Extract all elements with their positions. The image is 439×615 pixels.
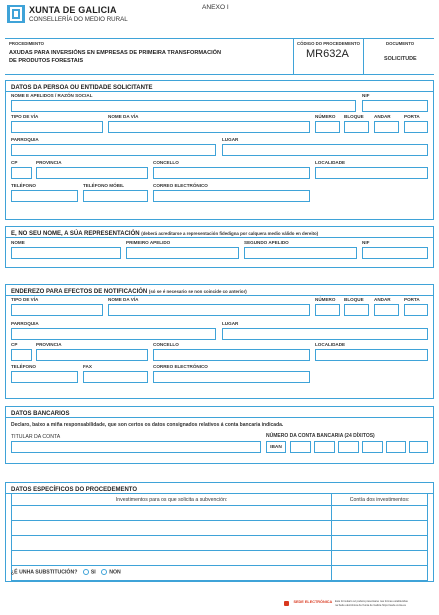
applicant-place-field[interactable] bbox=[222, 144, 428, 156]
label-block: BLOQUE bbox=[344, 114, 364, 119]
sede-label: SEDE ELECTRÓNICA bbox=[293, 600, 333, 604]
label-nif: NIF bbox=[362, 93, 370, 98]
substitution-no-radio[interactable] bbox=[101, 569, 107, 575]
label-n-parish: PARROQUIA bbox=[11, 321, 39, 326]
applicant-mobile-field[interactable] bbox=[83, 190, 148, 202]
amount-cell[interactable] bbox=[332, 551, 428, 566]
label-province: PROVINCIA bbox=[36, 160, 62, 165]
iban-digits-field[interactable] bbox=[290, 441, 311, 453]
table-row bbox=[12, 521, 428, 536]
account-group-3-field[interactable] bbox=[362, 441, 383, 453]
label-n-door: PORTA bbox=[404, 297, 420, 302]
label-place: LUGAR bbox=[222, 137, 239, 142]
notification-title-text: ENDEREZO PARA EFECTOS DE NOTIFICACIÓN bbox=[11, 289, 148, 295]
sede-icon bbox=[284, 601, 289, 606]
bank-holder-field[interactable] bbox=[11, 441, 261, 453]
applicant-title-rule bbox=[5, 91, 434, 92]
notif-fax-field[interactable] bbox=[83, 371, 148, 383]
bank-title-rule bbox=[5, 417, 434, 418]
applicant-door-field[interactable] bbox=[404, 121, 428, 133]
header-bottom-rule bbox=[5, 74, 434, 75]
notif-street-type-field[interactable] bbox=[11, 304, 103, 316]
applicant-floor-field[interactable] bbox=[374, 121, 399, 133]
substitution-no-label: NON bbox=[109, 569, 121, 576]
label-cp: CP bbox=[11, 160, 18, 165]
notification-title-rule bbox=[5, 295, 434, 296]
label-n-floor: ANDAR bbox=[374, 297, 391, 302]
applicant-council-field[interactable] bbox=[153, 167, 310, 179]
notif-floor-field[interactable] bbox=[374, 304, 399, 316]
label-phone: TELÉFONO bbox=[11, 183, 37, 188]
label-council: CONCELLO bbox=[153, 160, 179, 165]
label-n-province: PROVINCIA bbox=[36, 342, 62, 347]
label-locality: LOCALIDADE bbox=[315, 160, 346, 165]
label-email: CORREO ELECTRÓNICO bbox=[153, 183, 208, 188]
applicant-block-field[interactable] bbox=[344, 121, 369, 133]
sede-footer bbox=[284, 601, 332, 615]
notif-locality-field[interactable] bbox=[315, 349, 428, 361]
representative-title-text: E, NO SEU NOME, A SÚA REPRESENTACIÓN bbox=[11, 231, 140, 237]
account-group-4-field[interactable] bbox=[386, 441, 406, 453]
applicant-title: DATOS DA PERSOA OU ENTIDADE SOLICITANTE bbox=[11, 85, 153, 91]
applicant-street-type-field[interactable] bbox=[11, 121, 103, 133]
document-label: DOCUMENTO bbox=[386, 41, 415, 46]
account-group-1-field[interactable] bbox=[314, 441, 335, 453]
substitution-question: ¿É UNHA SUBSTITUCIÓN? bbox=[11, 569, 78, 576]
bank-holder-label: TITULAR DA CONTA bbox=[11, 434, 61, 440]
label-n-street-type: TIPO DE VÍA bbox=[11, 297, 39, 302]
account-group-2-field[interactable] bbox=[338, 441, 359, 453]
rep-nif-field[interactable] bbox=[362, 247, 428, 259]
notif-street-name-field[interactable] bbox=[108, 304, 310, 316]
bank-account-label: NÚMERO DA CONTA BANCARIA (24 DÍXITOS) bbox=[266, 433, 375, 439]
label-street-name: NOME DA VÍA bbox=[108, 114, 139, 119]
header-divider-2 bbox=[363, 38, 364, 74]
applicant-province-field[interactable] bbox=[36, 167, 148, 179]
substitution-row bbox=[11, 569, 121, 575]
label-door: PORTA bbox=[404, 114, 420, 119]
amount-col-header: Contía dos investimentos: bbox=[332, 494, 428, 506]
investments-table bbox=[11, 493, 428, 581]
label-n-street-name: NOME DA VÍA bbox=[108, 297, 139, 302]
investments-header-row bbox=[12, 494, 428, 506]
investment-cell[interactable] bbox=[12, 521, 332, 536]
annex-label: ANEXO I bbox=[202, 4, 229, 11]
xunta-shield-icon bbox=[6, 4, 26, 24]
applicant-name-field[interactable] bbox=[11, 100, 356, 112]
notif-door-field[interactable] bbox=[404, 304, 428, 316]
procedure-code-label: CÓDIGO DO PROCEDEMENTO bbox=[297, 41, 360, 46]
notif-phone-field[interactable] bbox=[11, 371, 78, 383]
procedure-title-line1: AXUDAS PARA INVERSIÓNS EN EMPRESAS DE PRIMEIRA TRANSFORMACIÓN bbox=[9, 50, 222, 56]
label-n-phone: TELÉFONO bbox=[11, 364, 37, 369]
header-top-rule bbox=[5, 38, 434, 39]
sede-text-2: na Sede electrónica da Xunta de Galicia https://sede.xunta.es bbox=[335, 604, 406, 607]
label-n-email: CORREO ELECTRÓNICO bbox=[153, 364, 208, 369]
org-name: XUNTA DE GALICIA bbox=[29, 5, 117, 15]
rep-surname1-field[interactable] bbox=[126, 247, 239, 259]
table-row bbox=[12, 551, 428, 566]
notif-cp-field[interactable] bbox=[11, 349, 32, 361]
applicant-street-name-field[interactable] bbox=[108, 121, 310, 133]
label-n-cp: CP bbox=[11, 342, 18, 347]
label-rep-name: NOME bbox=[11, 240, 25, 245]
label-number: NÚMERO bbox=[315, 114, 336, 119]
notif-parish-field[interactable] bbox=[11, 328, 216, 340]
label-n-block: BLOQUE bbox=[344, 297, 364, 302]
applicant-parish-field[interactable] bbox=[11, 144, 216, 156]
notif-email-field[interactable] bbox=[153, 371, 310, 383]
applicant-locality-field[interactable] bbox=[315, 167, 428, 179]
table-row bbox=[12, 506, 428, 521]
applicant-phone-field[interactable] bbox=[11, 190, 78, 202]
label-floor: ANDAR bbox=[374, 114, 391, 119]
label-parish: PARROQUIA bbox=[11, 137, 39, 142]
applicant-number-field[interactable] bbox=[315, 121, 340, 133]
iban-label: IBAN bbox=[266, 441, 286, 453]
applicant-email-field[interactable] bbox=[153, 190, 310, 202]
substitution-yes-label: SI bbox=[90, 569, 96, 576]
notif-place-field[interactable] bbox=[222, 328, 428, 340]
amount-cell[interactable] bbox=[332, 536, 428, 551]
label-mobile: TELÉFONO MÓBIL bbox=[83, 183, 125, 188]
bank-declaration: Declaro, baixo a miña responsabilidade, que son certos os datos consignados relativos á conta bancaria indicada. bbox=[11, 422, 284, 428]
investment-cell[interactable] bbox=[12, 551, 332, 566]
label-street-type: TIPO DE VÍA bbox=[11, 114, 39, 119]
amount-cell[interactable] bbox=[332, 521, 428, 536]
investment-cell[interactable] bbox=[12, 506, 332, 521]
document-value: SOLICITUDE bbox=[384, 56, 417, 62]
xunta-logo bbox=[6, 4, 26, 24]
label-name: NOME E APELIDOS / RAZÓN SOCIAL bbox=[11, 93, 93, 98]
label-n-locality: LOCALIDADE bbox=[315, 342, 346, 347]
account-group-5-field[interactable] bbox=[409, 441, 428, 453]
substitution-yes-radio[interactable] bbox=[83, 569, 89, 575]
label-rep-nif: NIF bbox=[362, 240, 370, 245]
rep-name-field[interactable] bbox=[11, 247, 121, 259]
label-n-number: NÚMERO bbox=[315, 297, 336, 302]
investments-col-header: Investimentos para os que solicita a subvención: bbox=[12, 494, 332, 506]
procedure-label: PROCEDIMENTO bbox=[9, 41, 45, 46]
label-n-place: LUGAR bbox=[222, 321, 239, 326]
sede-text-1: Este formulario só poderá presentarse nas formas establecidas bbox=[335, 600, 408, 603]
applicant-nif-field[interactable] bbox=[362, 100, 428, 112]
dept-name: CONSELLERÍA DO MEDIO RURAL bbox=[29, 16, 128, 23]
bank-title: DATOS BANCARIOS bbox=[11, 411, 70, 417]
investment-cell[interactable] bbox=[12, 536, 332, 551]
notif-number-field[interactable] bbox=[315, 304, 340, 316]
specific-title: DATOS ESPECÍFICOS DO PROCEDEMENTO bbox=[11, 487, 138, 493]
representative-note: (deberá acreditarse a representación fidedigna por calquera medio válido en dereito) bbox=[141, 231, 319, 236]
procedure-title-line2: DE PRODUTOS FORESTAIS bbox=[9, 58, 84, 64]
notif-block-field[interactable] bbox=[344, 304, 369, 316]
notif-council-field[interactable] bbox=[153, 349, 310, 361]
label-rep-surname2: SEGUNDO APELIDO bbox=[244, 240, 289, 245]
rep-surname2-field[interactable] bbox=[244, 247, 357, 259]
label-rep-surname1: PRIMEIRO APELIDO bbox=[126, 240, 171, 245]
header-divider-1 bbox=[293, 38, 294, 74]
procedure-code-value: MR632A bbox=[306, 48, 349, 60]
representative-title-rule bbox=[5, 237, 434, 238]
label-n-fax: FAX bbox=[83, 364, 92, 369]
amount-cell[interactable] bbox=[332, 566, 428, 581]
notif-province-field[interactable] bbox=[36, 349, 148, 361]
table-row bbox=[12, 536, 428, 551]
label-n-council: CONCELLO bbox=[153, 342, 179, 347]
amount-cell[interactable] bbox=[332, 506, 428, 521]
notification-note: (só se é necesario se non coincide co anterior) bbox=[148, 289, 247, 294]
applicant-cp-field[interactable] bbox=[11, 167, 32, 179]
